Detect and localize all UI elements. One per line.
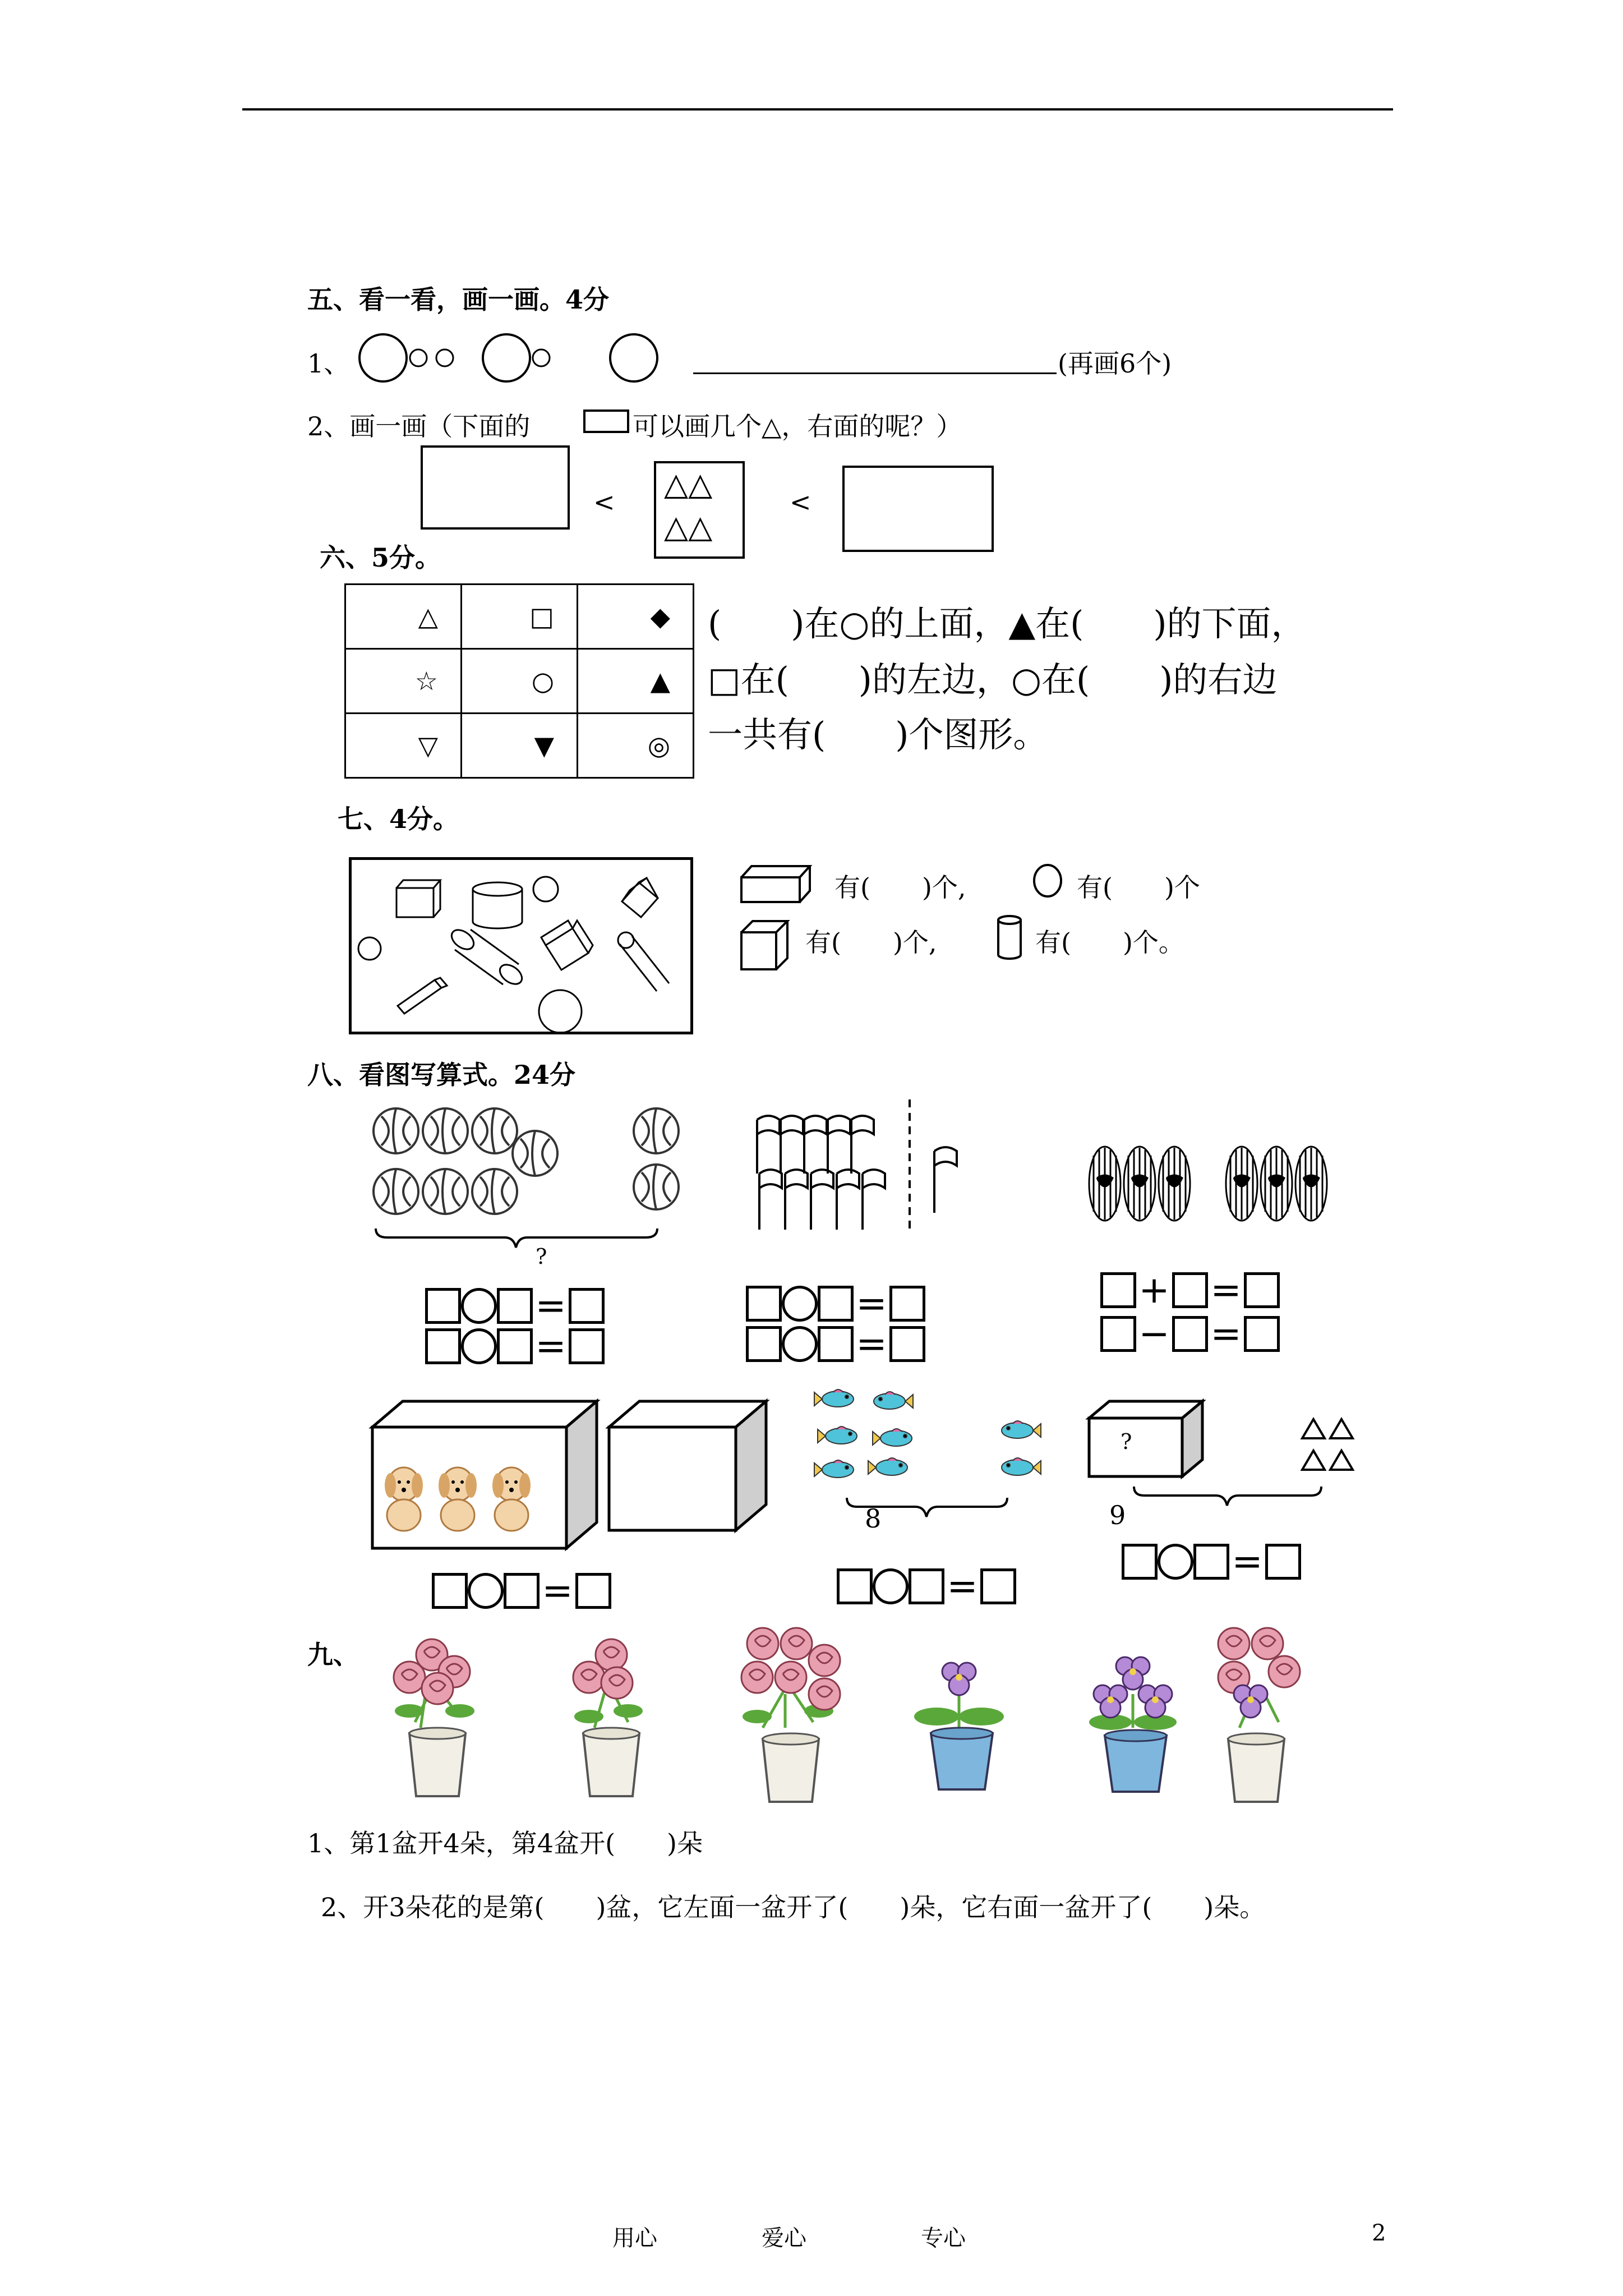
- plus-sign: +: [1138, 1268, 1170, 1312]
- section-7-heading: 七、4分。: [338, 804, 459, 834]
- answer-square[interactable]: [1244, 1316, 1280, 1352]
- answer-square[interactable]: [1122, 1544, 1158, 1580]
- answer-square[interactable]: [746, 1286, 782, 1322]
- answer-square[interactable]: [746, 1326, 782, 1362]
- grid-cell: ◎: [578, 714, 694, 778]
- answer-line[interactable]: [693, 372, 1057, 374]
- answer-square[interactable]: [980, 1568, 1016, 1604]
- triangle-box: [654, 461, 745, 559]
- equals-sign: =: [947, 1565, 978, 1608]
- section-5-heading: 五、看一看，画一画。4分: [307, 284, 610, 315]
- answer-square[interactable]: [1172, 1316, 1208, 1352]
- brace: [1134, 1487, 1321, 1506]
- answer-square[interactable]: [497, 1328, 533, 1364]
- q2-prefix: 2、画一画（下面的: [307, 411, 531, 441]
- equation-2a[interactable]: [746, 1282, 925, 1325]
- section-8-heading: 八、看图写算式。24分: [307, 1060, 576, 1090]
- sec6-line-3: 一共有( )个图形。: [708, 714, 1048, 755]
- equation-5[interactable]: [837, 1565, 1016, 1608]
- equals-sign: =: [856, 1282, 887, 1325]
- equals-sign: =: [1232, 1540, 1263, 1583]
- equals-sign: =: [535, 1324, 566, 1368]
- answer-square[interactable]: [1244, 1272, 1280, 1308]
- small-rect-icon: [583, 409, 629, 433]
- sec7-count-3: 有( )个,: [805, 927, 937, 958]
- answer-circle[interactable]: [873, 1568, 909, 1604]
- answer-square[interactable]: [837, 1568, 873, 1604]
- ball-icon: [374, 1108, 418, 1153]
- grid-cell: ▼: [462, 714, 578, 778]
- page-number: 2: [1372, 2220, 1386, 2246]
- equals-sign: =: [542, 1569, 573, 1612]
- lanterns-picture: [1088, 1144, 1380, 1228]
- equation-1b[interactable]: [425, 1324, 605, 1368]
- grid-cell: △: [345, 585, 462, 649]
- answer-square[interactable]: [425, 1288, 461, 1324]
- footer-text-3: 专心: [921, 2225, 966, 2251]
- less-than-1: <: [593, 487, 615, 517]
- answer-circle[interactable]: [782, 1326, 818, 1362]
- answer-square[interactable]: [889, 1286, 925, 1322]
- triangle-row-1: △△: [664, 466, 713, 503]
- equals-sign: =: [856, 1322, 887, 1365]
- brace: [376, 1228, 657, 1248]
- grid-cell: ◆: [578, 585, 694, 649]
- cube-icon: [739, 918, 795, 974]
- sec9-question-1: 1、第1盆开4朵，第4盆开( )朵: [307, 1828, 703, 1858]
- fish-icon: [814, 1389, 854, 1407]
- grid-cell: ▲: [578, 649, 694, 714]
- flower-pot-2: [573, 1639, 643, 1796]
- lantern-icon: [1089, 1147, 1121, 1221]
- answer-square[interactable]: [497, 1288, 533, 1324]
- sec7-count-2: 有( )个: [1077, 872, 1200, 903]
- number-8: 8: [865, 1503, 882, 1534]
- answer-circle[interactable]: [468, 1573, 504, 1609]
- flower-pots-picture: [381, 1627, 1312, 1806]
- flags-picture: [751, 1099, 970, 1234]
- footer-text-1: 用心: [612, 2225, 657, 2251]
- sec6-line-2: □在( )的左边，○在( )的右边: [708, 659, 1278, 700]
- solids-drawing: [352, 860, 690, 1032]
- section-9-heading: 九、: [307, 1640, 359, 1670]
- answer-square[interactable]: [1193, 1544, 1229, 1580]
- section-6-heading: 六、5分。: [320, 542, 441, 573]
- answer-square[interactable]: [909, 1568, 944, 1604]
- equals-sign: =: [1210, 1268, 1242, 1312]
- equation-2b[interactable]: [746, 1322, 925, 1365]
- cuboid-icon: [739, 864, 812, 904]
- grid-cell: ○: [462, 649, 578, 714]
- answer-square[interactable]: [818, 1286, 854, 1322]
- grid-cell: ▽: [345, 714, 462, 778]
- q2-suffix: 可以画几个△，右面的呢？）: [633, 411, 962, 441]
- equation-6[interactable]: [1122, 1540, 1301, 1583]
- answer-square[interactable]: [1172, 1272, 1208, 1308]
- sec9-question-2: 2、开3朵花的是第( )盆，它左面一盆开了( )朵，它右面一盆开了( )朵。: [321, 1892, 1266, 1922]
- balls-picture: [370, 1105, 684, 1273]
- circle-pattern: [353, 331, 690, 393]
- draw-box-right[interactable]: [842, 466, 994, 552]
- answer-square[interactable]: [425, 1328, 461, 1364]
- answer-square[interactable]: [569, 1328, 605, 1364]
- flower-pot-4: [914, 1663, 1004, 1789]
- flower-pot-3: [741, 1628, 840, 1802]
- answer-square[interactable]: [504, 1573, 540, 1609]
- flower-pot-6: [1218, 1628, 1300, 1802]
- answer-square[interactable]: [1100, 1272, 1136, 1308]
- draw-box-left[interactable]: [421, 445, 570, 530]
- dog-boxes-picture: [370, 1395, 774, 1552]
- answer-square[interactable]: [889, 1326, 925, 1362]
- answer-square[interactable]: [1100, 1316, 1136, 1352]
- answer-circle[interactable]: [782, 1286, 818, 1322]
- triangle-row-2: △△: [664, 509, 713, 545]
- equals-sign: =: [1210, 1312, 1242, 1355]
- equation-3b[interactable]: [1100, 1312, 1280, 1355]
- box-question-mark: ?: [1121, 1429, 1132, 1454]
- solids-picture: [349, 857, 693, 1034]
- equals-sign: =: [535, 1284, 566, 1327]
- sec7-count-1: 有( )个,: [834, 872, 966, 903]
- shape-grid: [344, 583, 694, 779]
- footer-text-2: 爱心: [762, 2225, 806, 2251]
- sec6-line-1: ( )在○的上面，▲在( )的下面，: [708, 603, 1306, 644]
- number-9: 9: [1109, 1500, 1126, 1530]
- fish-picture: [817, 1386, 1063, 1554]
- answer-square[interactable]: [575, 1573, 611, 1609]
- q1-number: 1、: [307, 348, 350, 379]
- answer-circle[interactable]: [461, 1328, 497, 1364]
- header-rule: [242, 108, 1393, 111]
- answer-circle[interactable]: [461, 1288, 497, 1324]
- flower-pot-5: [1089, 1657, 1177, 1792]
- equation-3a[interactable]: [1100, 1268, 1280, 1312]
- equation-1a[interactable]: [425, 1284, 605, 1327]
- flower-pot-1: [394, 1639, 474, 1796]
- answer-square[interactable]: [569, 1288, 605, 1324]
- minus-sign: −: [1138, 1312, 1170, 1355]
- grid-cell: ☆: [345, 649, 462, 714]
- answer-circle[interactable]: [1158, 1544, 1193, 1580]
- sphere-icon: [1032, 864, 1066, 901]
- answer-square[interactable]: [818, 1326, 854, 1362]
- sec7-count-4: 有( )个。: [1035, 927, 1184, 958]
- cylinder-icon: [996, 914, 1024, 961]
- question-mark: ?: [536, 1244, 547, 1269]
- q1-hint: (再画6个): [1058, 348, 1172, 379]
- less-than-2: <: [790, 487, 811, 517]
- grid-cell: □: [462, 585, 578, 649]
- answer-square[interactable]: [432, 1573, 468, 1609]
- equation-4[interactable]: [432, 1569, 611, 1612]
- answer-square[interactable]: [1265, 1544, 1301, 1580]
